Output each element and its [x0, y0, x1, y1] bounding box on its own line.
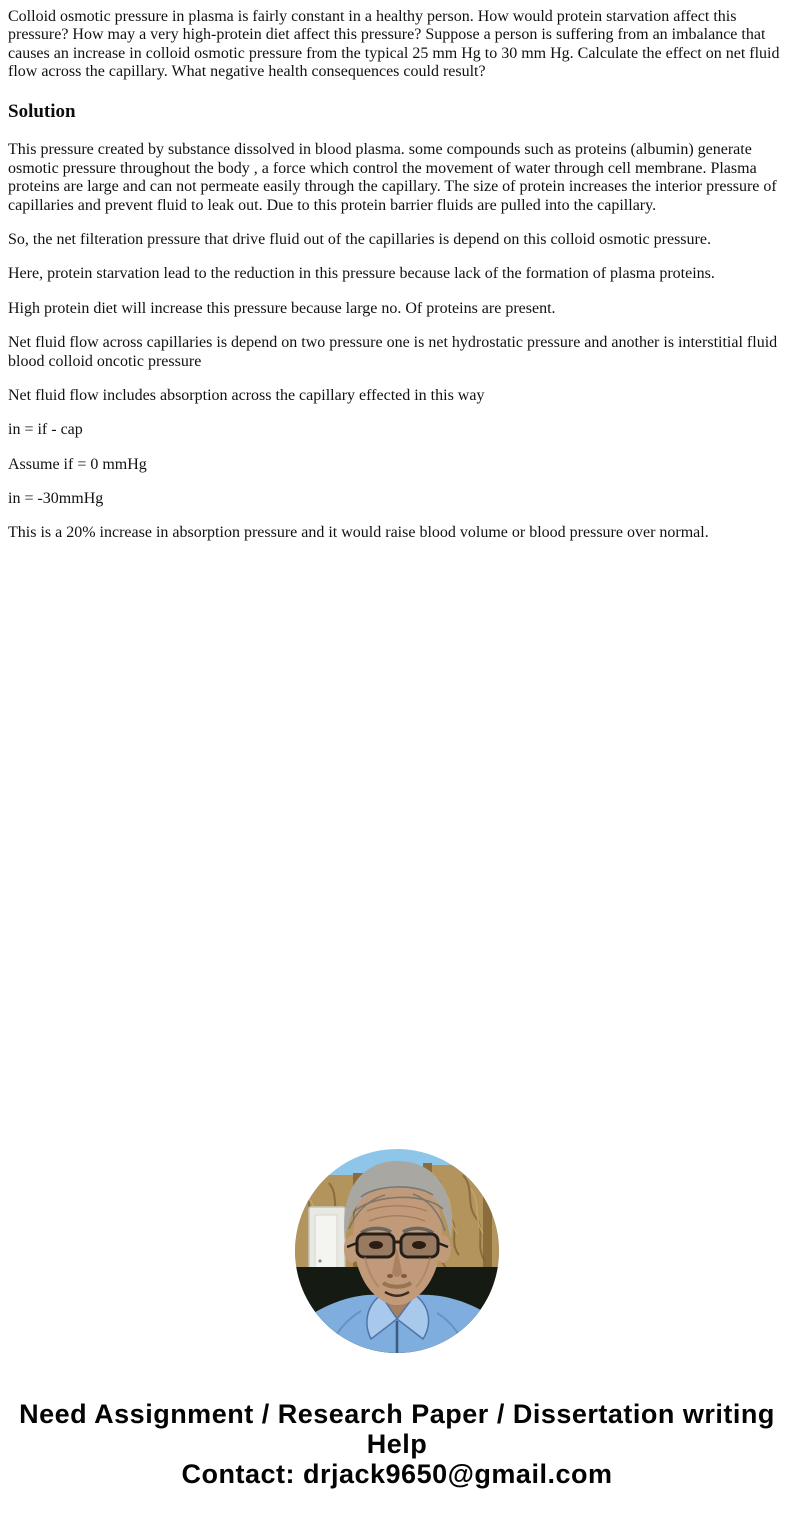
bottom-spacer — [8, 1489, 786, 1513]
presenter-avatar — [295, 1149, 499, 1353]
solution-equation: Assume if = 0 mmHg — [8, 455, 147, 473]
solution-heading: Solution — [8, 100, 76, 122]
solution-paragraph: So, the net filteration pressure that drive fluid out of the capillaries is depend on this colloid osmotic pressure. — [8, 230, 711, 248]
footer-contact-email: Contact: drjack9650@gmail.com — [181, 1458, 613, 1489]
solution-equation: in = -30mmHg — [8, 490, 104, 508]
solution-paragraph: Here, protein starvation lead to the reduction in this pressure because lack of the formation of plasma proteins. — [8, 265, 715, 283]
solution-equation: in = if - cap — [8, 421, 83, 439]
document-page — [8, 8, 786, 1513]
solution-paragraph: Net fluid flow includes absorption across the capillary effected in this way — [8, 386, 485, 404]
solution-paragraph: High protein diet will increase this pressure because large no. Of proteins are present. — [8, 299, 556, 317]
presenter-avatar-container — [8, 1149, 786, 1353]
footer-help-text: Need Assignment / Research Paper / Dissertation writing Help — [19, 1398, 775, 1459]
solution-paragraph: This pressure created by substance dissolved in blood plasma. some compounds such as proteins (albumin) generate osmotic pressure throughout the body , a force which control the movement of water through cell membrane. Plasma proteins are large and can not permeate easily through the capillary. The size of protein increases the interior pressure of capillaries and prevent fluid to leak out. Due to this protein barrier fluids are pulled into the capillary. — [8, 141, 777, 214]
solution-paragraph: This is a 20% increase in absorption pressure and it would raise blood volume or blood pressure over normal. — [8, 524, 709, 542]
solution-paragraph: Net fluid flow across capillaries is depend on two pressure one is net hydrostatic pressure and another is interstitial fluid blood colloid oncotic pressure — [8, 334, 778, 370]
footer-banner — [8, 1399, 786, 1489]
question-paragraph: Colloid osmotic pressure in plasma is fairly constant in a healthy person. How would protein starvation affect this pressure? How may a very high-protein diet affect this pressure? Suppose a person is suffering from an imbalance that causes an increase in colloid osmotic pressure from the typical 25 mm Hg to 30 mm Hg. Calculate the effect on net fluid flow across the capillary. What negative health consequences could result? — [8, 8, 780, 81]
